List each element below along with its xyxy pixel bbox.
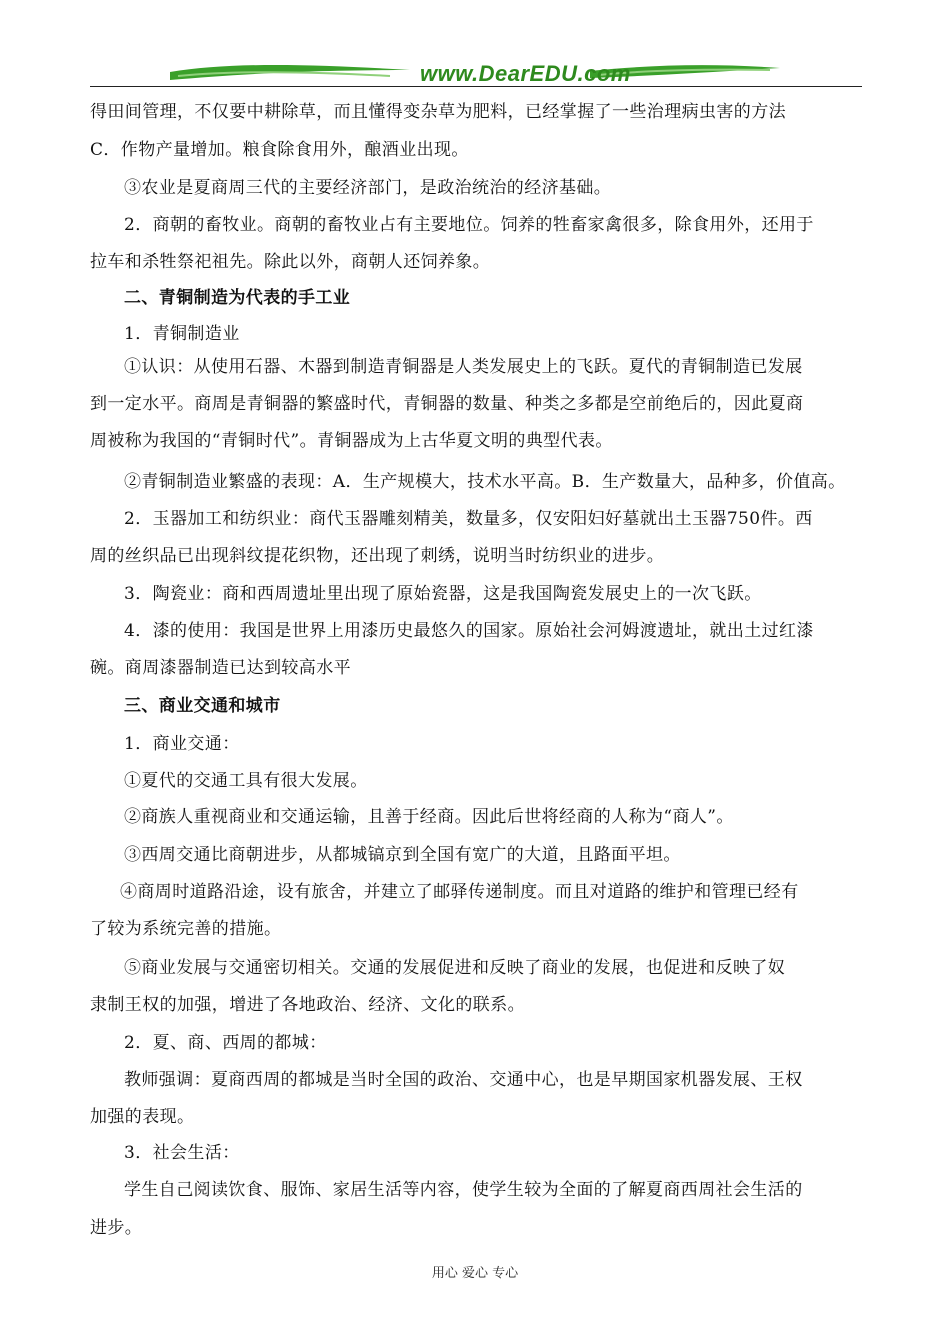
paragraph-line: 学生自己阅读饮食、服饰、家居生活等内容，使学生较为全面的了解夏商西周社会生活的 — [124, 1180, 803, 1200]
section-heading: 三、商业交通和城市 — [124, 696, 281, 716]
paragraph-line: 得田间管理，不仅要中耕除草，而且懂得变杂草为肥料，已经掌握了一些治理病虫害的方法 — [90, 102, 786, 122]
paragraph-line: 3．社会生活： — [124, 1143, 240, 1163]
paragraph-line: ①认识：从使用石器、木器到制造青铜器是人类发展史上的飞跃。夏代的青铜制造已发展 — [124, 357, 803, 377]
paragraph-line: 3．陶瓷业：商和西周遗址里出现了原始瓷器，这是我国陶瓷发展史上的一次飞跃。 — [124, 584, 762, 604]
header-divider — [90, 86, 862, 87]
paragraph-line: 周的丝织品已出现斜纹提花织物，还出现了刺绣，说明当时纺织业的进步。 — [90, 546, 665, 566]
paragraph-line: 到一定水平。商周是青铜器的繁盛时代，青铜器的数量、种类之多都是空前绝后的，因此夏商 — [90, 394, 804, 414]
page-footer: 用心 爱心 专心 — [431, 1266, 519, 1281]
paragraph-line: ⑤商业发展与交通密切相关。交通的发展促进和反映了商业的发展，也促进和反映了奴 — [124, 958, 786, 978]
paragraph-line: ④商周时道路沿途，设有旅舍，并建立了邮驿传递制度。而且对道路的维护和管理已经有 — [120, 882, 799, 902]
paragraph-line: ③农业是夏商周三代的主要经济部门，是政治统治的经济基础。 — [124, 178, 612, 198]
paragraph-line: 2．商朝的畜牧业。商朝的畜牧业占有主要地位。饲养的牲畜家禽很多，除食用外，还用于 — [124, 215, 814, 235]
paragraph-line: 教师强调：夏商西周的都城是当时全国的政治、交通中心，也是早期国家机器发展、王权 — [124, 1070, 803, 1090]
paragraph-line: ②青铜制造业繁盛的表现：A．生产规模大，技术水平高。B．生产数量大，品种多，价值高。 — [124, 472, 846, 492]
paragraph-line: 4．漆的使用：我国是世界上用漆历史最悠久的国家。原始社会河姆渡遗址，就出土过红漆 — [124, 621, 814, 641]
paragraph-line: ①夏代的交通工具有很大发展。 — [124, 771, 368, 791]
section-heading: 二、青铜制造为代表的手工业 — [124, 288, 351, 308]
paragraph-line: 2．玉器加工和纺织业：商代玉器雕刻精美，数量多，仅安阳妇好墓就出土玉器750件。西 — [124, 509, 813, 529]
paragraph-line: 拉车和杀牲祭祀祖先。除此以外，商朝人还饲养象。 — [90, 252, 491, 272]
paragraph-line: 1．青铜制造业 — [124, 324, 240, 344]
paragraph-line: ③西周交通比商朝进步，从都城镐京到全国有宽广的大道，且路面平坦。 — [124, 845, 681, 865]
paragraph-line: 碗。商周漆器制造已达到较高水平 — [90, 658, 351, 678]
paragraph-line: 1．商业交通： — [124, 734, 240, 754]
paragraph-line: 周被称为我国的“青铜时代”。青铜器成为上古华夏文明的典型代表。 — [90, 431, 613, 451]
site-logo-text: www.DearEDU.com — [420, 61, 631, 86]
paragraph-line: C．作物产量增加。粮食除食用外，酿酒业出现。 — [90, 140, 469, 160]
paragraph-line: 进步。 — [90, 1218, 143, 1238]
paragraph-line: 2．夏、商、西周的都城： — [124, 1033, 327, 1053]
paragraph-line: ②商族人重视商业和交通运输，且善于经商。因此后世将经商的人称为“商人”。 — [124, 807, 734, 827]
paragraph-line: 加强的表现。 — [90, 1107, 195, 1127]
paragraph-line: 了较为系统完善的措施。 — [90, 919, 282, 939]
paragraph-line: 隶制王权的加强，增进了各地政治、经济、文化的联系。 — [90, 995, 525, 1015]
